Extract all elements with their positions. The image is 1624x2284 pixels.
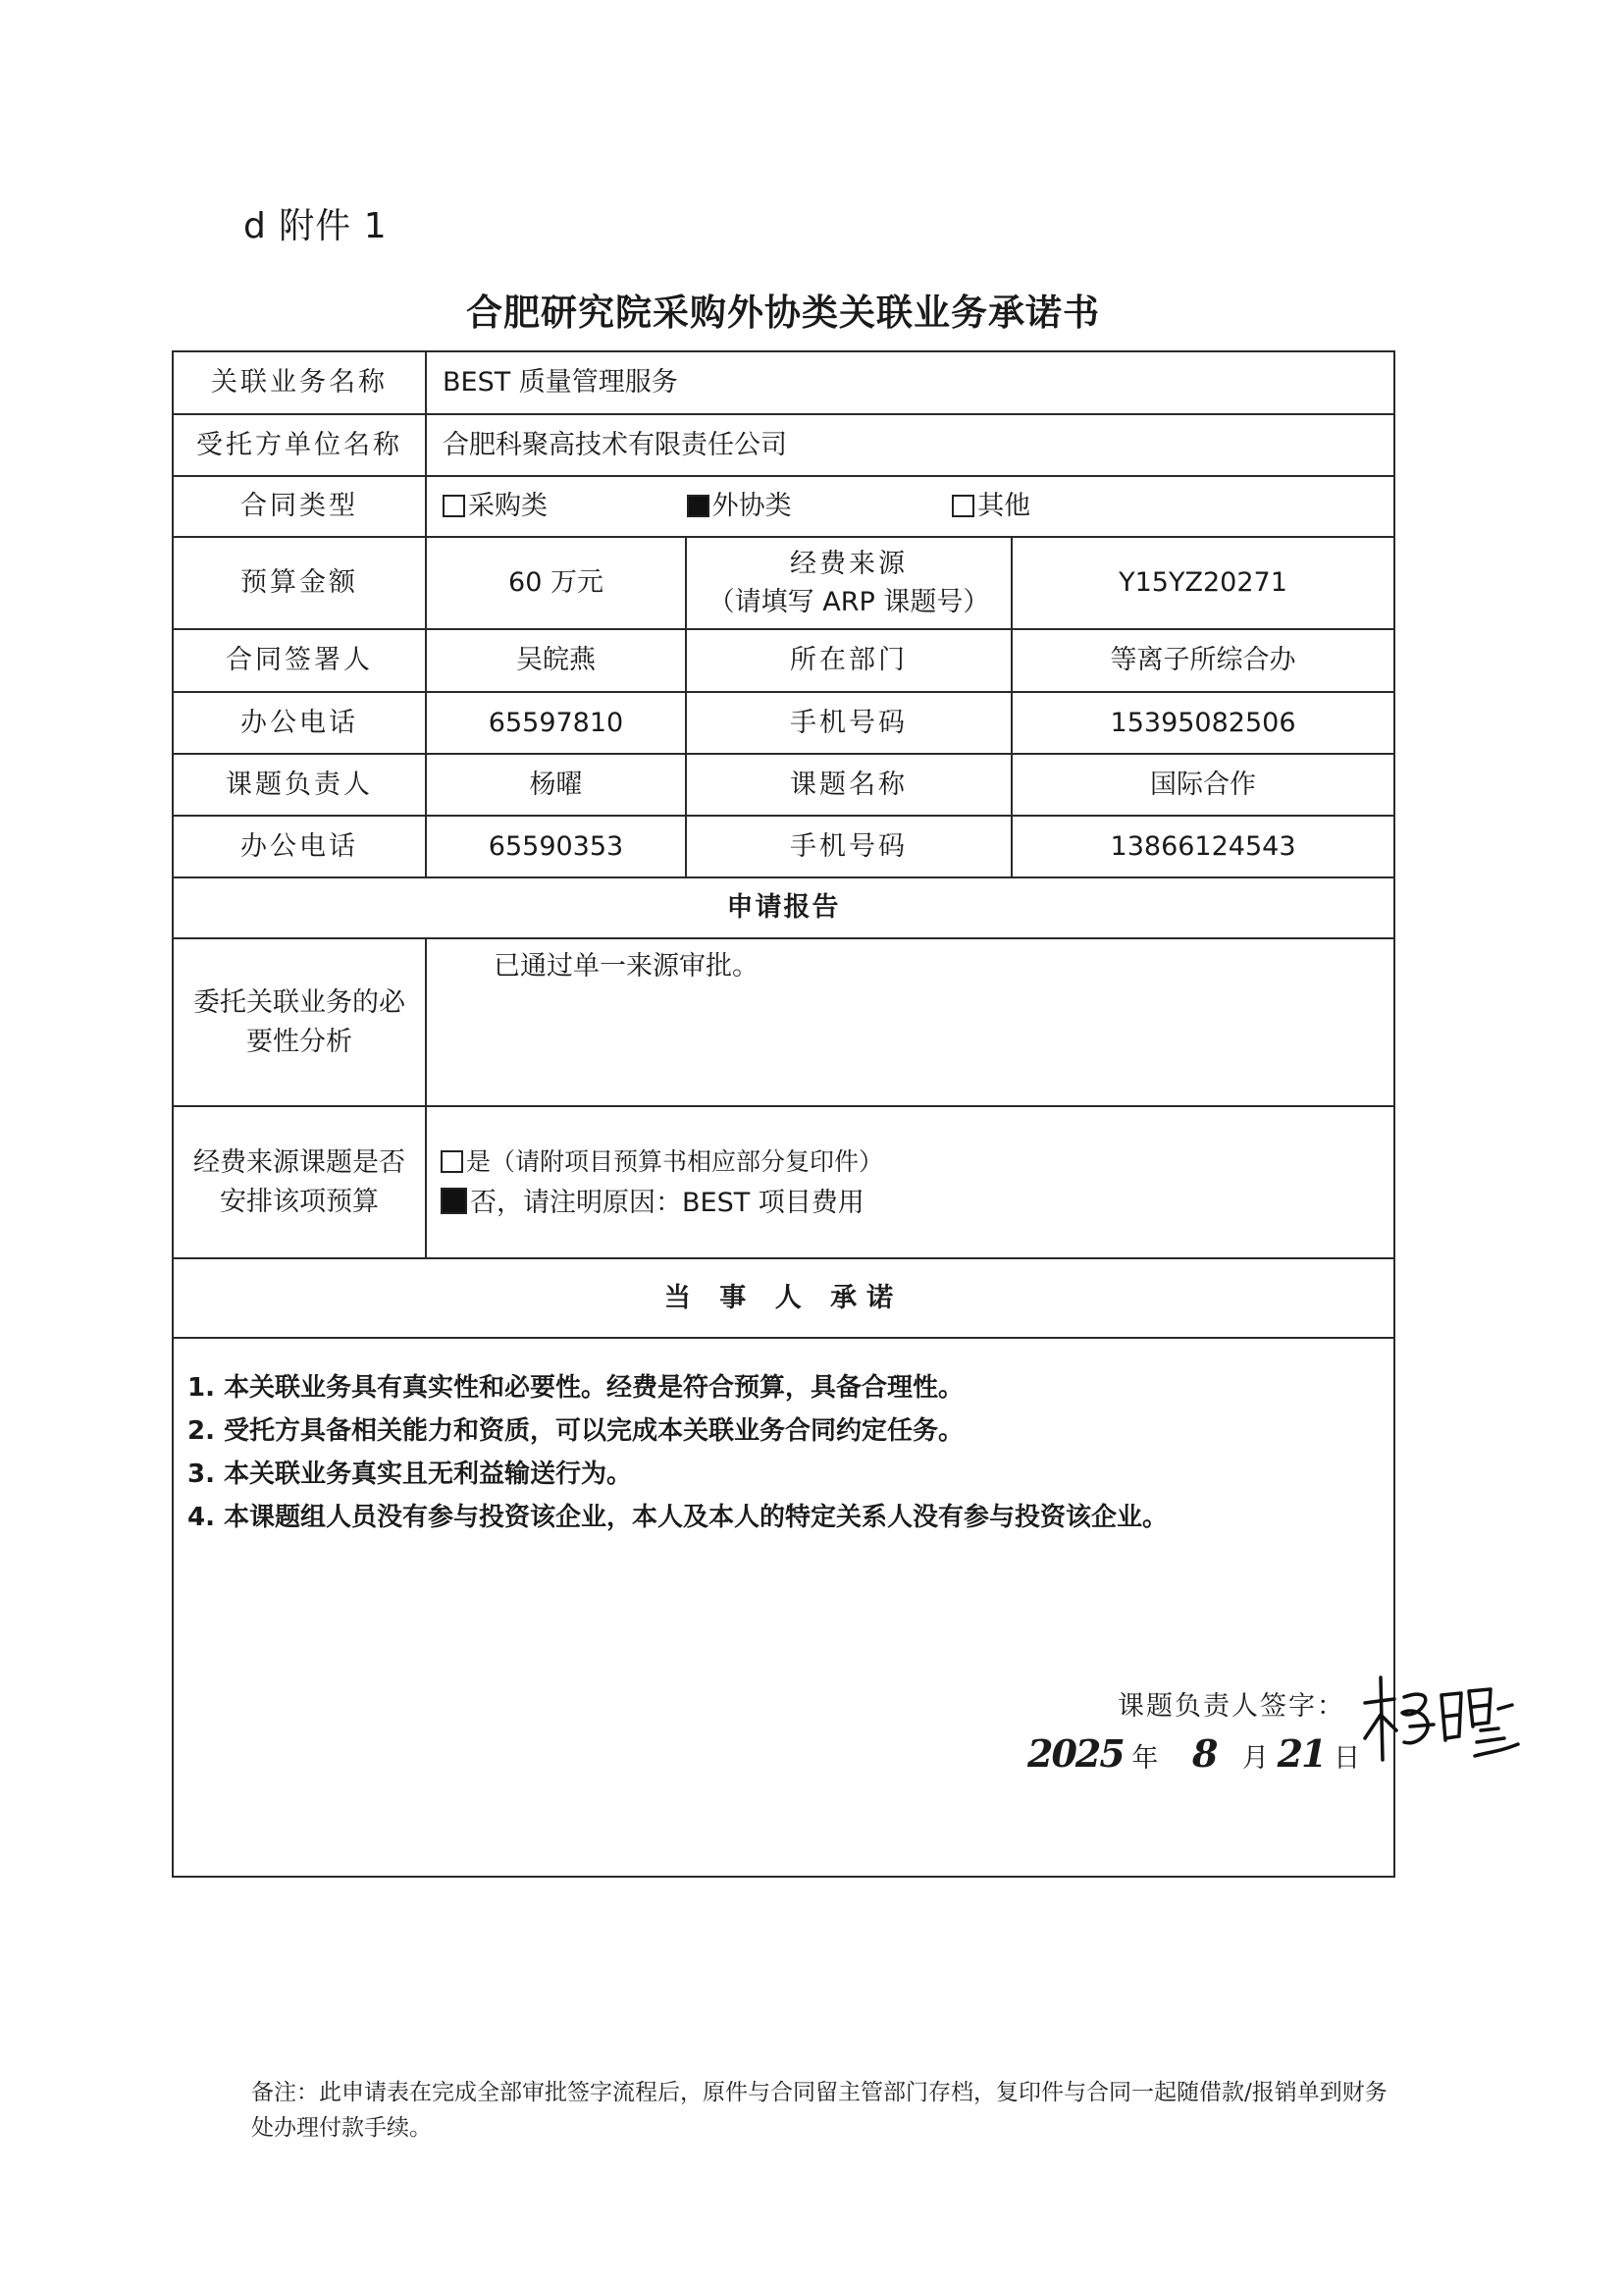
signature-block xyxy=(861,1687,1371,1805)
signer-value: 吴皖燕 xyxy=(426,629,686,692)
row-office-phone-2 xyxy=(173,816,1394,877)
option-other[interactable] xyxy=(952,487,1030,525)
necessity-label-line2: 要性分析 xyxy=(246,1026,352,1057)
fund-source-label xyxy=(686,537,1012,629)
option-outsourcing-label: 外协类 xyxy=(711,491,792,522)
fund-source-label-line1: 经费来源 xyxy=(790,548,908,579)
option-yes-label: 是（请附项目预算书相应部分复印件） xyxy=(466,1146,884,1176)
date-month-unit: 月 xyxy=(1242,1743,1269,1774)
option-procurement[interactable] xyxy=(443,487,678,525)
checkbox-yes-icon[interactable] xyxy=(441,1150,463,1173)
department-label: 所在部门 xyxy=(686,629,1012,692)
checkbox-no-checked-icon[interactable] xyxy=(441,1188,467,1214)
pledge-list xyxy=(187,1366,1168,1539)
pledge-item-2: 2. 受托方具备相关能力和资质，可以完成本关联业务合同约定任务。 xyxy=(187,1416,965,1446)
mobile-1-value: 15395082506 xyxy=(1012,692,1394,754)
row-project-leader xyxy=(173,754,1394,816)
budget-value: 60 万元 xyxy=(426,537,686,629)
mobile-2-value: 13866124543 xyxy=(1012,816,1394,877)
project-name-label: 课题名称 xyxy=(686,754,1012,816)
row-contract-type xyxy=(173,476,1394,537)
attachment-label: d 附件 1 xyxy=(243,206,388,246)
project-leader-value: 杨曜 xyxy=(426,754,686,816)
entrusted-party-label: 受托方单位名称 xyxy=(173,414,426,476)
fund-source-label-line2: （请填写 ARP 课题号） xyxy=(707,587,990,617)
budget-arranged-options xyxy=(426,1106,1394,1258)
option-no[interactable] xyxy=(441,1183,1382,1224)
office-phone-1-label: 办公电话 xyxy=(173,692,426,754)
option-procurement-label: 采购类 xyxy=(468,491,548,522)
footnote: 备注：此申请表在完成全部审批签字流程后，原件与合同留主管部门存档，复印件与合同一起随借款/报销单到财务处办理付款手续。 xyxy=(251,2080,1388,2141)
signature-date xyxy=(1027,1726,1360,1780)
office-phone-2-value: 65590353 xyxy=(426,816,686,877)
necessity-label-line1: 委托关联业务的必 xyxy=(193,987,405,1019)
entrusted-party-value: 合肥科聚高技术有限责任公司 xyxy=(426,414,1394,476)
row-pledge-heading xyxy=(173,1258,1394,1338)
business-name-label: 关联业务名称 xyxy=(173,351,426,414)
signer-label: 合同签署人 xyxy=(173,629,426,692)
pledge-item-3: 3. 本关联业务真实且无利益输送行为。 xyxy=(187,1460,633,1489)
date-day: 21 xyxy=(1277,1731,1326,1776)
pledge-heading: 当 事 人 承诺 xyxy=(173,1258,1394,1338)
row-budget-arranged xyxy=(173,1106,1394,1258)
budget-arranged-label-line2: 安排该项预算 xyxy=(220,1186,379,1217)
row-application-heading xyxy=(173,877,1394,938)
budget-label: 预算金额 xyxy=(173,537,426,629)
date-day-unit: 日 xyxy=(1334,1743,1361,1774)
application-heading: 申请报告 xyxy=(173,877,1394,938)
document-title: 合肥研究院采购外协类关联业务承诺书 xyxy=(466,292,1100,334)
necessity-value: 已通过单一来源审批。 xyxy=(426,938,1394,1106)
row-pledge-body xyxy=(173,1338,1394,1877)
option-no-label: 否，请注明原因：BEST 项目费用 xyxy=(470,1187,864,1218)
row-office-phone-1 xyxy=(173,692,1394,754)
date-month: 8 xyxy=(1191,1731,1217,1776)
necessity-label xyxy=(173,938,426,1106)
budget-arranged-label xyxy=(173,1106,426,1258)
checkbox-procurement-icon[interactable] xyxy=(443,495,465,517)
office-phone-2-label: 办公电话 xyxy=(173,816,426,877)
project-name-value: 国际合作 xyxy=(1012,754,1394,816)
pledge-item-4: 4. 本课题组人员没有参与投资该企业，本人及本人的特定关系人没有参与投资该企业。 xyxy=(187,1503,1169,1532)
pledge-form-table xyxy=(172,350,1395,1878)
checkbox-other-icon[interactable] xyxy=(952,495,974,517)
department-value: 等离子所综合办 xyxy=(1012,629,1394,692)
contract-type-label: 合同类型 xyxy=(173,476,426,537)
fund-source-value: Y15YZ20271 xyxy=(1012,537,1394,629)
date-year-unit: 年 xyxy=(1131,1743,1159,1774)
handwritten-signature-icon xyxy=(1351,1670,1528,1778)
contract-type-options xyxy=(426,476,1394,537)
row-necessity xyxy=(173,938,1394,1106)
office-phone-1-value: 65597810 xyxy=(426,692,686,754)
option-other-label: 其他 xyxy=(977,491,1031,522)
row-budget xyxy=(173,537,1394,629)
option-outsourcing[interactable] xyxy=(687,487,944,525)
signature-label: 课题负责人签字： xyxy=(1118,1691,1345,1722)
mobile-1-label: 手机号码 xyxy=(686,692,1012,754)
pledge-item-1: 1. 本关联业务具有真实性和必要性。经费是符合预算，具备合理性。 xyxy=(187,1373,965,1403)
mobile-2-label: 手机号码 xyxy=(686,816,1012,877)
budget-arranged-label-line1: 经费来源课题是否 xyxy=(193,1147,405,1179)
pledge-body xyxy=(173,1338,1394,1877)
row-entrusted-party xyxy=(173,414,1394,476)
date-year: 2025 xyxy=(1027,1731,1124,1776)
option-yes[interactable] xyxy=(441,1142,1382,1183)
project-leader-label: 课题负责人 xyxy=(173,754,426,816)
row-signer xyxy=(173,629,1394,692)
checkbox-outsourcing-checked-icon[interactable] xyxy=(687,495,709,517)
business-name-value: BEST 质量管理服务 xyxy=(426,351,1394,414)
row-business-name xyxy=(173,351,1394,414)
